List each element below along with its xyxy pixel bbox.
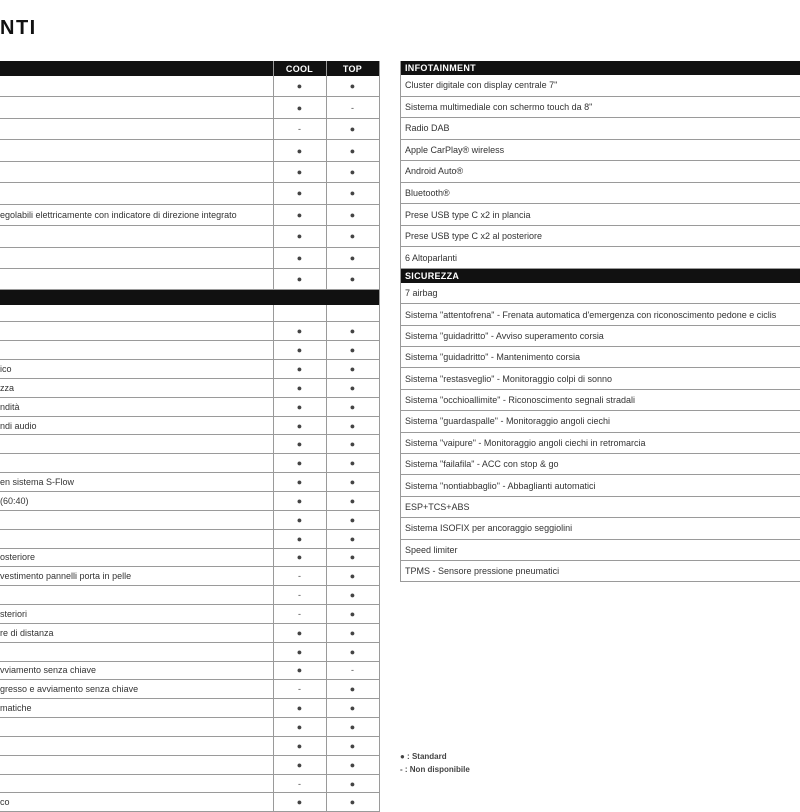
- top-value: ●: [326, 416, 379, 435]
- table-row: [401, 96, 800, 118]
- feature-label: [0, 140, 273, 161]
- header-cool: COOL: [273, 61, 326, 76]
- feature-label: Bluetooth®: [401, 182, 800, 204]
- feature-label: Radio DAB: [401, 118, 800, 140]
- top-value: ●: [326, 322, 379, 341]
- cool-value: -: [273, 605, 326, 624]
- feature-label: Android Auto®: [401, 161, 800, 183]
- table-row: [0, 183, 379, 204]
- top-value: -: [326, 97, 379, 118]
- table-row: [0, 605, 379, 624]
- table-row: [0, 378, 379, 397]
- table-row: [0, 529, 379, 548]
- cool-value: ●: [273, 661, 326, 680]
- top-value: ●: [326, 699, 379, 718]
- table-row: [0, 661, 379, 680]
- table-row: [0, 435, 379, 454]
- cool-value: ●: [273, 454, 326, 473]
- feature-label: gresso e avviamento senza chiave: [0, 680, 273, 699]
- feature-label: 7 airbag: [401, 283, 800, 304]
- table-row: [0, 322, 379, 341]
- cool-value: ●: [273, 718, 326, 737]
- table-row: [401, 325, 800, 346]
- section-header-row: [401, 268, 800, 283]
- table-row: [0, 680, 379, 699]
- table-row: [401, 118, 800, 140]
- cool-value: ●: [273, 247, 326, 268]
- feature-label: [0, 454, 273, 473]
- feature-label: egolabili elettricamente con indicatore di direzione integrato: [0, 204, 273, 225]
- cool-value: ●: [273, 226, 326, 247]
- table-row: [401, 432, 800, 453]
- table-row: [0, 140, 379, 161]
- feature-label: osteriore: [0, 548, 273, 567]
- feature-label: [0, 755, 273, 774]
- table-row: [0, 204, 379, 225]
- top-value: ●: [326, 118, 379, 139]
- top-value: ●: [326, 454, 379, 473]
- table-row: [0, 755, 379, 774]
- top-value: ●: [326, 140, 379, 161]
- cool-value: ●: [273, 397, 326, 416]
- legend: [400, 750, 470, 776]
- table-row: [0, 586, 379, 605]
- table-row: [401, 347, 800, 368]
- top-value: ●: [326, 529, 379, 548]
- top-value: ●: [326, 510, 379, 529]
- feature-label: Cluster digitale con display centrale 7": [401, 75, 800, 96]
- cool-value: ●: [273, 378, 326, 397]
- feature-label: [0, 586, 273, 605]
- feature-label: Sistema "guardaspalle" - Monitoraggio angoli ciechi: [401, 411, 800, 432]
- table-row: [401, 304, 800, 325]
- section-header-sicurezza: SICUREZZA: [401, 268, 800, 283]
- table-row: [0, 397, 379, 416]
- feature-label: [0, 718, 273, 737]
- cool-value: ●: [273, 510, 326, 529]
- cool-value: -: [273, 567, 326, 586]
- cool-value: ●: [273, 204, 326, 225]
- empty-cell: [326, 305, 379, 322]
- table-row: [0, 416, 379, 435]
- table-row: [0, 548, 379, 567]
- table-row: [401, 75, 800, 96]
- table-row: [0, 268, 379, 289]
- top-value: ●: [326, 360, 379, 379]
- feature-label: [0, 268, 273, 289]
- feature-label: Sistema "failafila" - ACC con stop & go: [401, 454, 800, 475]
- cool-value: ●: [273, 623, 326, 642]
- table-row: [401, 225, 800, 247]
- table-row: [401, 368, 800, 389]
- feature-label: [0, 97, 273, 118]
- top-value: ●: [326, 378, 379, 397]
- feature-label: Sistema "occhioallimite" - Riconoscimento segnali stradali: [401, 389, 800, 410]
- section-header-row: [401, 61, 800, 75]
- table-header-row: [0, 61, 379, 76]
- cool-value: -: [273, 586, 326, 605]
- feature-label: [0, 510, 273, 529]
- feature-label: [0, 736, 273, 755]
- cool-value: ●: [273, 268, 326, 289]
- table-row: [0, 341, 379, 360]
- feature-label: Sistema "guidadritto" - Mantenimento corsia: [401, 347, 800, 368]
- feature-label: [0, 774, 273, 793]
- table-row: [401, 411, 800, 432]
- cool-value: ●: [273, 76, 326, 97]
- top-value: ●: [326, 605, 379, 624]
- empty-cell: [273, 305, 326, 322]
- cool-value: ●: [273, 473, 326, 492]
- top-value: -: [326, 661, 379, 680]
- cool-value: ●: [273, 140, 326, 161]
- table-row: [401, 247, 800, 269]
- table-row: [0, 76, 379, 97]
- feature-label: Prese USB type C x2 al posteriore: [401, 225, 800, 247]
- feature-label: en sistema S-Flow: [0, 473, 273, 492]
- feature-label: ico: [0, 360, 273, 379]
- table-row: [0, 736, 379, 755]
- empty-cell: [0, 305, 273, 322]
- top-value: ●: [326, 491, 379, 510]
- table-row: [401, 454, 800, 475]
- feature-label: ESP+TCS+ABS: [401, 496, 800, 517]
- top-value: ●: [326, 718, 379, 737]
- feature-label: Sistema ISOFIX per ancoraggio seggiolini: [401, 518, 800, 539]
- top-value: ●: [326, 76, 379, 97]
- feature-label: [0, 161, 273, 182]
- section-header-infotainment: INFOTAINMENT: [401, 61, 800, 75]
- feature-label: Prese USB type C x2 in plancia: [401, 204, 800, 226]
- feature-label: [0, 322, 273, 341]
- table-row: [401, 139, 800, 161]
- feature-label: Sistema multimediale con schermo touch da 8": [401, 96, 800, 118]
- feature-label: [0, 118, 273, 139]
- table-row: [401, 204, 800, 226]
- table-row: [0, 360, 379, 379]
- header-feature-cell: [0, 61, 273, 76]
- table-row: [0, 118, 379, 139]
- page-title: NTI: [0, 17, 37, 40]
- feature-label: [0, 183, 273, 204]
- section-header-cell: [0, 290, 379, 306]
- legend-standard: ● : Standard: [400, 750, 470, 763]
- cool-value: ●: [273, 341, 326, 360]
- top-value: ●: [326, 680, 379, 699]
- top-value: ●: [326, 793, 379, 812]
- feature-label: Sistema "vaipure" - Monitoraggio angoli ciechi in retromarcia: [401, 432, 800, 453]
- table-row: [0, 226, 379, 247]
- cool-value: ●: [273, 435, 326, 454]
- feature-label: [0, 529, 273, 548]
- cool-value: ●: [273, 97, 326, 118]
- equipment-table-left: [0, 61, 380, 812]
- header-top: TOP: [326, 61, 379, 76]
- cool-value: ●: [273, 793, 326, 812]
- top-value: ●: [326, 341, 379, 360]
- table-row: [0, 510, 379, 529]
- top-value: ●: [326, 567, 379, 586]
- cool-value: ●: [273, 642, 326, 661]
- cool-value: ●: [273, 736, 326, 755]
- table-row: [401, 283, 800, 304]
- cool-value: ●: [273, 183, 326, 204]
- table-row: [401, 182, 800, 204]
- table-row: [0, 473, 379, 492]
- table-row: [0, 718, 379, 737]
- cool-value: -: [273, 680, 326, 699]
- feature-label: Speed limiter: [401, 539, 800, 560]
- feature-label: [0, 247, 273, 268]
- cool-value: ●: [273, 161, 326, 182]
- top-value: ●: [326, 183, 379, 204]
- table-row: [401, 475, 800, 496]
- table-row: [0, 305, 379, 322]
- table-row: [0, 623, 379, 642]
- feature-label: [0, 435, 273, 454]
- top-value: ●: [326, 161, 379, 182]
- top-value: ●: [326, 736, 379, 755]
- feature-label: steriori: [0, 605, 273, 624]
- top-value: ●: [326, 623, 379, 642]
- table-row: [401, 161, 800, 183]
- feature-label: co: [0, 793, 273, 812]
- feature-label: 6 Altoparlanti: [401, 247, 800, 269]
- table-row: [0, 161, 379, 182]
- feature-label: [0, 341, 273, 360]
- table-row: [0, 454, 379, 473]
- cool-value: ●: [273, 699, 326, 718]
- top-value: ●: [326, 774, 379, 793]
- top-value: ●: [326, 642, 379, 661]
- feature-label: Sistema "attentofrena" - Frenata automatica d'emergenza con riconoscimento pedone e ciclis: [401, 304, 800, 325]
- table-row: [0, 247, 379, 268]
- table-row: [0, 642, 379, 661]
- table-row: [0, 567, 379, 586]
- cool-value: ●: [273, 755, 326, 774]
- feature-label: ndità: [0, 397, 273, 416]
- table-row: [0, 491, 379, 510]
- table-row: [401, 539, 800, 560]
- cool-value: ●: [273, 360, 326, 379]
- top-value: ●: [326, 226, 379, 247]
- top-value: ●: [326, 755, 379, 774]
- table-row: [0, 699, 379, 718]
- top-value: ●: [326, 586, 379, 605]
- table-row: [401, 496, 800, 517]
- top-value: ●: [326, 435, 379, 454]
- top-value: ●: [326, 204, 379, 225]
- top-value: ●: [326, 473, 379, 492]
- cool-value: -: [273, 118, 326, 139]
- table-row: [401, 561, 800, 582]
- top-value: ●: [326, 548, 379, 567]
- equipment-table-right: [400, 61, 800, 582]
- feature-label: Sistema "guidadritto" - Avviso superamento corsia: [401, 325, 800, 346]
- top-value: ●: [326, 247, 379, 268]
- feature-label: ndi audio: [0, 416, 273, 435]
- feature-label: Sistema "restasveglio" - Monitoraggio colpi di sonno: [401, 368, 800, 389]
- feature-label: [0, 642, 273, 661]
- table-row: [0, 793, 379, 812]
- feature-label: vestimento pannelli porta in pelle: [0, 567, 273, 586]
- feature-label: re di distanza: [0, 623, 273, 642]
- table-row: [401, 389, 800, 410]
- cool-value: ●: [273, 322, 326, 341]
- feature-label: Sistema "nontiabbaglio" - Abbaglianti automatici: [401, 475, 800, 496]
- cool-value: ●: [273, 529, 326, 548]
- cool-value: ●: [273, 416, 326, 435]
- cool-value: -: [273, 774, 326, 793]
- feature-label: Apple CarPlay® wireless: [401, 139, 800, 161]
- feature-label: [0, 76, 273, 97]
- cool-value: ●: [273, 548, 326, 567]
- feature-label: matiche: [0, 699, 273, 718]
- table-row: [0, 774, 379, 793]
- top-value: ●: [326, 268, 379, 289]
- table-row: [401, 518, 800, 539]
- top-value: ●: [326, 397, 379, 416]
- table-row: [0, 97, 379, 118]
- feature-label: [0, 226, 273, 247]
- feature-label: (60:40): [0, 491, 273, 510]
- feature-label: vviamento senza chiave: [0, 661, 273, 680]
- legend-unavailable: - : Non disponibile: [400, 763, 470, 776]
- section-header-row: [0, 290, 379, 306]
- feature-label: TPMS - Sensore pressione pneumatici: [401, 561, 800, 582]
- cool-value: ●: [273, 491, 326, 510]
- feature-label: zza: [0, 378, 273, 397]
